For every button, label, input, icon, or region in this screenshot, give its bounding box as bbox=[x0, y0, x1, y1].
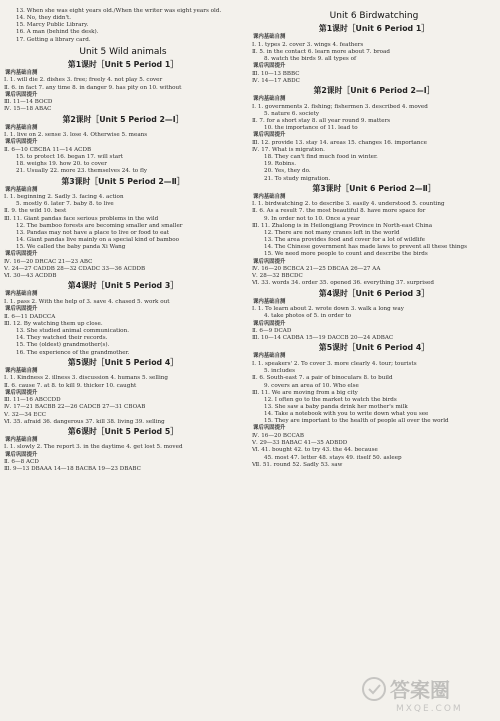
answer-line: Ⅵ. 35. afraid 36. dangerous 37. kill 38. living 39. selling bbox=[4, 418, 165, 425]
answer-line: 16. The experience of the grandmother. bbox=[16, 349, 130, 356]
watermark-url: MXQE.COM bbox=[396, 704, 463, 714]
answer-line: Ⅰ. 1. Kindness 2. illness 3. discussion 4. humans 5. selling bbox=[4, 375, 169, 382]
answer-line: 4. take photos of 5. in order to bbox=[264, 313, 352, 320]
answer-line: Ⅲ. 10—13 BBBC bbox=[252, 70, 300, 77]
answer-line: 18. weighs 19. how 20. to cover bbox=[16, 161, 107, 168]
answer-line: 12. The bamboo forests are becoming smaller and smaller bbox=[16, 222, 183, 229]
answer-line: Ⅰ. 1. beginning 2. Sadly 3. facing 4. action bbox=[4, 194, 124, 201]
answer-line: 8. watch the birds 9. all types of bbox=[264, 55, 357, 62]
answer-line: Ⅲ. 11. Zhalong is in Heilongjiang Province in North-east China bbox=[252, 222, 433, 229]
section-label: 课后巩固提升 bbox=[253, 425, 286, 432]
answer-line: 15. We need more people to count and describe the birds bbox=[264, 251, 428, 258]
section-label: 课内基础自测 bbox=[253, 298, 286, 305]
section-label: 课内基础自测 bbox=[253, 193, 286, 200]
lesson-heading: 第4课时［Unit 6 Period 3］ bbox=[318, 288, 430, 298]
lesson-heading: 第1课时［Unit 5 Period 1］ bbox=[67, 59, 179, 69]
answer-line: Ⅳ. 17. What is migration. bbox=[252, 146, 325, 153]
watermark-logo bbox=[360, 671, 490, 715]
answer-line: 5. mostly 6. later 7. baby 8. to live bbox=[16, 201, 114, 208]
answer-line: 21. To study migration. bbox=[264, 175, 331, 182]
answer-line: Ⅰ. 1. To learn about 2. wrote down 3. walk a long way bbox=[252, 306, 404, 313]
lesson-heading: 第3课时［Unit 5 Period 2—Ⅱ］ bbox=[61, 176, 185, 186]
answer-line: 16. A man (behind the desk). bbox=[16, 29, 99, 36]
answer-line: 12. I often go to the market to watch the birds bbox=[264, 396, 397, 403]
answer-line: Ⅱ. 9. the wild 10. best bbox=[4, 208, 67, 215]
section-label: 课后巩固提升 bbox=[253, 320, 286, 327]
section-label: 课后巩固提升 bbox=[5, 389, 38, 396]
answer-line: 17. Getting a library card. bbox=[16, 36, 91, 43]
answer-line: 14. They watched their records. bbox=[16, 335, 108, 342]
right-column bbox=[252, 8, 496, 469]
answer-line: 13. The area provides food and cover for a lot of wildlife bbox=[264, 237, 425, 244]
section-label: 课后巩固提升 bbox=[5, 451, 38, 458]
answer-line: Ⅴ. 24—27 CADDB 28—32 CDADC 33—36 ACDDB bbox=[4, 266, 146, 273]
answer-line: Ⅰ. 1. slowly 2. The report 3. in the daytime 4. get lost 5. moved bbox=[4, 444, 183, 451]
answer-line: Ⅲ. 11. Giant pandas face serious problems in the wild bbox=[4, 215, 159, 222]
answer-line: 20. Yes, they do. bbox=[264, 168, 311, 175]
answer-line: 14. No, they didn't. bbox=[16, 15, 72, 22]
section-label: 课后巩固提升 bbox=[5, 251, 38, 258]
answer-line: Ⅱ. 7. for a short stay 8. all year round 9. matters bbox=[252, 117, 391, 124]
section-label: 课内基础自测 bbox=[253, 34, 286, 40]
answer-line: Ⅰ. 1. types 2. cover 3. wings 4. feathers bbox=[252, 41, 364, 48]
answer-line: 19. Robins. bbox=[264, 161, 297, 168]
answer-line: Ⅲ. 12. By watching them up close. bbox=[4, 320, 103, 327]
answer-line: Ⅴ. 32—34 ECC bbox=[4, 411, 47, 418]
answer-line: Ⅲ. 11—16 ABCCDD bbox=[4, 397, 61, 404]
answer-line: Ⅲ. 11—14 BOCD bbox=[4, 99, 53, 106]
answer-line: Ⅱ. 6. in fact 7. any time 8. in danger 9. has pity on 10. without bbox=[4, 84, 182, 91]
lesson-heading: 第1课时［Unit 6 Period 1］ bbox=[318, 24, 430, 33]
answer-line: 15. We called the baby panda Xi Wang bbox=[16, 244, 126, 251]
section-label: 课内基础自测 bbox=[253, 353, 286, 360]
answer-line: 15. Marcy Public Library. bbox=[16, 22, 89, 29]
answer-line: Ⅲ. 12. provide 13. stay 14. areas 15. changes 16. importance bbox=[252, 139, 428, 146]
answer-line: Ⅳ. 17—21 BACBB 22—26 CADCB 27—31 CBOAB bbox=[4, 404, 146, 411]
section-label: 课内基础自测 bbox=[5, 291, 38, 298]
answer-line: Ⅵ. 30—43 ACDDB bbox=[4, 273, 57, 280]
answer-line: 13. When she was eight years old./When the writer was eight years old. bbox=[16, 8, 222, 14]
section-label: 课内基础自测 bbox=[253, 95, 286, 102]
answer-line: Ⅶ. 51. round 52. Sadly 53. saw bbox=[252, 461, 343, 468]
answer-line: Ⅱ. 6—10 CBCBA 11—14 ACDB bbox=[4, 146, 92, 153]
answer-line: Ⅱ. 6. cause 7. at 8. to kill 9. thicker 10. caught bbox=[4, 382, 137, 389]
section-label: 课后巩固提升 bbox=[5, 91, 38, 98]
section-label: 课后巩固提升 bbox=[5, 306, 38, 313]
unit-title: Unit 6 Birdwatching bbox=[329, 11, 419, 21]
answer-line: Ⅰ. 1. pass 2. With the help of 3. save 4. chased 5. work out bbox=[4, 299, 170, 306]
answer-line: 14. Take a notebook with you to write down what you see bbox=[264, 411, 429, 418]
answer-line: 15. The (oldest) grandmother(s). bbox=[16, 342, 110, 349]
answer-line: Ⅳ. 16—20 BCBCA 21—25 DBCAA 26—27 AA bbox=[252, 266, 381, 273]
answer-line: 15. They are important to the health of people all over the world bbox=[264, 418, 449, 425]
section-label: 课后巩固提升 bbox=[253, 132, 286, 139]
answer-line: 10. the importance of 11. lead to bbox=[264, 125, 358, 132]
answer-line: Ⅴ. 29—33 BABAC 41—35 ADBDD bbox=[252, 440, 348, 447]
answer-line: 9. covers an area of 10. Who else bbox=[264, 382, 359, 389]
answer-line: 15. to protect 16. began 17. will start bbox=[16, 154, 124, 161]
lesson-heading: 第3课时［Unit 6 Period 2—Ⅱ］ bbox=[312, 183, 436, 193]
answer-line: 13. Pandas may not have a place to live or food to eat bbox=[16, 229, 170, 236]
section-label: 课后巩固提升 bbox=[5, 139, 38, 146]
answer-line: Ⅳ. 15—18 ABAC bbox=[4, 106, 52, 113]
answer-line: 14. Giant pandas live mainly on a special kind of bamboo bbox=[16, 237, 180, 244]
section-label: 课内基础自测 bbox=[5, 436, 38, 443]
answer-line: Ⅳ. 16—20 BCCAB bbox=[252, 433, 304, 440]
answer-line: Ⅲ. 9—13 DBAAA 14—18 BACBA 19—23 DBABC bbox=[4, 466, 141, 473]
lesson-heading: 第2课时［Unit 6 Period 2—Ⅰ］ bbox=[313, 85, 435, 95]
answer-line: Ⅱ. 6. As a result 7. the most beautiful 8. have more space for bbox=[252, 208, 426, 215]
answer-line: Ⅳ. 16—20 DRCAC 21—23 ABC bbox=[4, 259, 93, 265]
answer-line: Ⅱ. 5. in the contact 6. learn more about 7. broad bbox=[252, 48, 391, 55]
answer-line: Ⅳ. 14—17 ABDC bbox=[252, 77, 300, 84]
answer-line: Ⅲ. 10—14 CADBA 15—19 DACCB 20—24 ADBAC bbox=[252, 335, 394, 342]
answer-line: Ⅰ. 1. will die 2. dishes 3. free; freely 4. not play 5. cover bbox=[4, 77, 163, 84]
section-label: 课内基础自测 bbox=[5, 186, 38, 193]
answer-line: Ⅱ. 6—11 DADCCA bbox=[4, 313, 56, 320]
answer-line: Ⅲ. 11. We are moving from a big city bbox=[252, 389, 358, 396]
lesson-heading: 第4课时［Unit 5 Period 3］ bbox=[67, 281, 179, 291]
answer-line: Ⅱ. 6. South-east 7. a pair of binoculars 8. to build bbox=[252, 375, 393, 382]
answer-line: Ⅱ. 6—8 ACD bbox=[4, 459, 39, 466]
section-label: 课后巩固提升 bbox=[253, 258, 286, 265]
answer-line: Ⅵ. 41. bought 42. to try 43. the 44. because bbox=[252, 447, 378, 454]
answer-line: 9. In order not to 10. Once a year bbox=[264, 215, 360, 222]
left-column bbox=[4, 8, 242, 474]
answer-line: Ⅰ. 1. birdwatching 2. to describe 3. easily 4. understood 5. counting bbox=[252, 201, 445, 208]
section-label: 课内基础自测 bbox=[5, 124, 38, 131]
lesson-heading: 第6课时［Unit 5 Period 5］ bbox=[67, 426, 179, 436]
answer-line: Ⅰ. 1. live on 2. sense 3. lose 4. Otherwise 5. means bbox=[4, 132, 148, 139]
section-label: 课后巩固提升 bbox=[253, 63, 286, 70]
lesson-heading: 第5课时［Unit 5 Period 4］ bbox=[67, 357, 179, 367]
answer-line: Ⅱ. 6—9 DCAD bbox=[252, 328, 292, 335]
answer-line: 21. Usually 22. more 23. themselves 24. to fly bbox=[16, 168, 148, 175]
answer-line: 5. includes bbox=[264, 368, 296, 375]
answer-line: 13. She saw a baby panda drink her mother's milk bbox=[264, 403, 408, 410]
answer-line: 18. They can't find much food in winter. bbox=[264, 154, 378, 161]
watermark-text: 答案圈 bbox=[390, 678, 450, 702]
lesson-heading: 第5课时［Unit 6 Period 4］ bbox=[318, 343, 430, 353]
answer-line: Ⅴ. 28—32 BBCDC bbox=[252, 273, 303, 280]
unit-title: Unit 5 Wild animals bbox=[79, 46, 167, 57]
answer-line: 45. most 47. letter 48. stays 49. itself 50. asleep bbox=[264, 454, 402, 461]
answer-line: Ⅰ. 1. governments 2. fishing; fishermen 3. described 4. moved bbox=[252, 103, 428, 110]
lesson-heading: 第2课时［Unit 5 Period 2—Ⅰ］ bbox=[62, 114, 184, 124]
answer-line: Ⅵ. 33. words 34. order 35. opened 36. everything 37. surprised bbox=[252, 280, 434, 287]
answer-line: 13. She studied animal communication. bbox=[16, 328, 129, 335]
answer-line: 12. There are not many cranes left in the world bbox=[264, 229, 400, 236]
answer-line: Ⅰ. 1. speakers' 2. To cover 3. more clearly 4. tour; tourists bbox=[252, 361, 417, 368]
answer-line: 14. The Chinese government has made laws to prevent all these things bbox=[264, 244, 467, 251]
section-label: 课内基础自测 bbox=[5, 367, 38, 374]
section-label: 课内基础自测 bbox=[5, 69, 38, 76]
answer-line: 5. nature 6. society bbox=[264, 110, 320, 117]
